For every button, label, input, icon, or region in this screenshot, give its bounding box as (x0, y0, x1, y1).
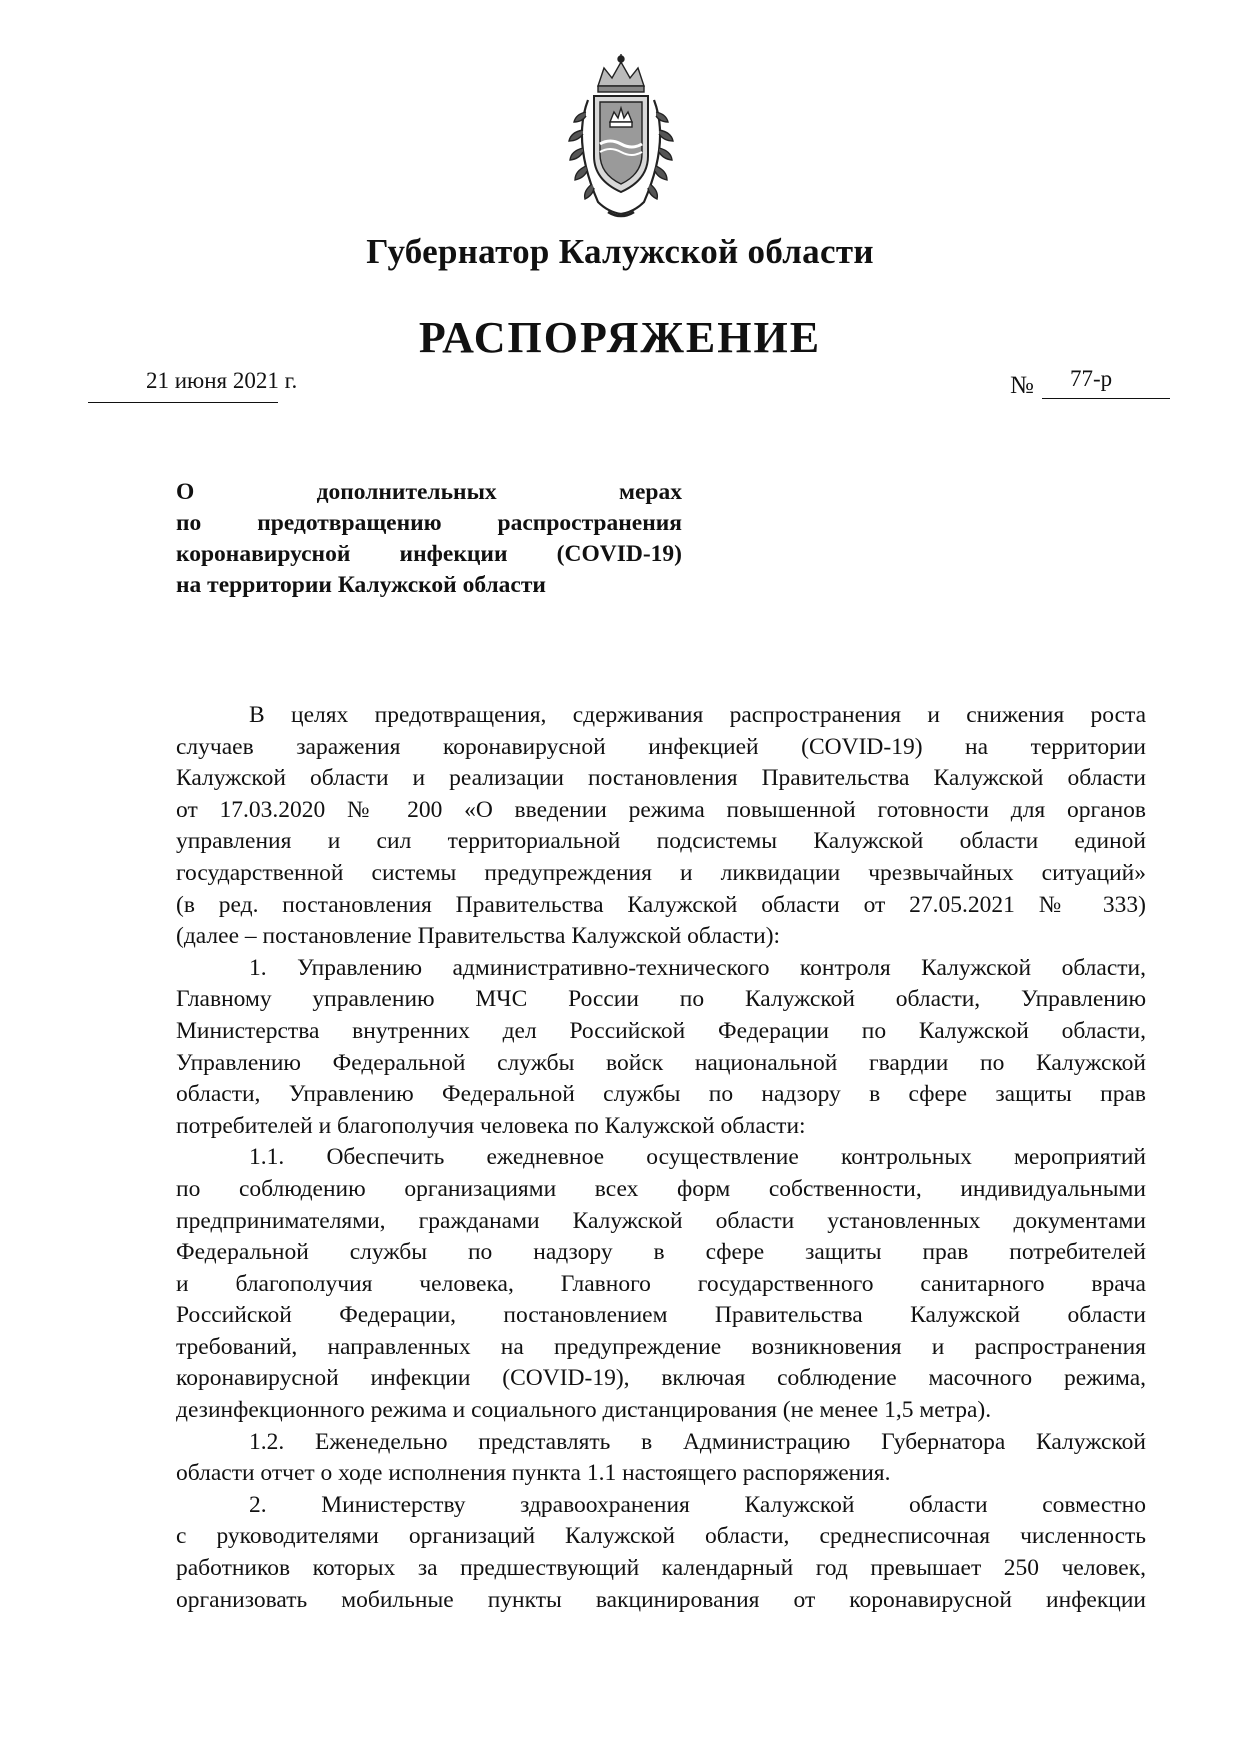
body-line: предпринимателями, гражданами Калужской области установленных документами (176, 1207, 1146, 1234)
document-body (176, 700, 1146, 1616)
date-underline (88, 402, 278, 403)
body-line: Федеральной службы по надзору в сфере защиты прав потребителей (176, 1239, 1146, 1266)
body-line: с руководителями организаций Калужской области, среднесписочная численность (176, 1523, 1146, 1550)
subject-line: О дополнительных мерах (176, 479, 682, 505)
body-line: организовать мобильные пункты вакцинирования от коронавирусной инфекции (176, 1586, 1146, 1613)
subject-line: по предотвращению распространения (176, 510, 682, 536)
body-line: (в ред. постановления Правительства Калужской области от 27.05.2021 № 333) (176, 891, 1146, 918)
number-underline (1042, 398, 1170, 399)
authority-title: Губернатор Калужской области (366, 232, 874, 271)
document-subject (176, 477, 682, 601)
body-line: по соблюдению организациями всех форм собственности, индивидуальными (176, 1175, 1146, 1202)
body-line: государственной системы предупреждения и ликвидации чрезвычайных ситуаций» (176, 859, 1146, 886)
body-line: коронавирусной инфекции (COVID-19), включая соблюдение масочного режима, (176, 1365, 1146, 1392)
body-line: случаев заражения коронавирусной инфекцией (COVID-19) на территории (176, 733, 1146, 760)
document-type: РАСПОРЯЖЕНИЕ (418, 313, 822, 362)
body-line: потребителей и благополучия человека по Калужской области: (176, 1112, 806, 1139)
body-line: Главному управлению МЧС России по Калужской области, Управлению (176, 986, 1146, 1013)
body-line: Российской Федерации, постановлением Правительства Калужской области (176, 1302, 1146, 1329)
body-line: области, Управлению Федеральной службы по надзору в сфере защиты прав (176, 1081, 1146, 1108)
document-date: 21 июня 2021 г. (146, 368, 298, 393)
document-number: 77-р (1070, 366, 1113, 391)
coat-of-arms-icon (548, 52, 694, 222)
subject-line: коронавирусной инфекции (COVID-19) (176, 541, 682, 567)
body-line: Министерства внутренних дел Российской Федерации по Калужской области, (176, 1017, 1146, 1044)
body-line: 1.1. Обеспечить ежедневное осуществление контрольных мероприятий (249, 1144, 1146, 1171)
body-line: управления и сил территориальной подсистемы Калужской области единой (176, 828, 1146, 855)
body-line: 1.2. Еженедельно представлять в Администрацию Губернатора Калужской (249, 1428, 1146, 1455)
body-line: (далее – постановление Правительства Калужской области): (176, 923, 781, 950)
body-line: от 17.03.2020 № 200 «О введении режима повышенной готовности для органов (176, 796, 1146, 823)
body-line: и благополучия человека, Главного государственного санитарного врача (176, 1270, 1146, 1297)
body-line: 2. Министерству здравоохранения Калужской области совместно (249, 1491, 1146, 1518)
body-line: работников которых за предшествующий календарный год превышает 250 человек, (176, 1555, 1146, 1582)
number-label: № (1010, 372, 1034, 399)
body-line: дезинфекционного режима и социального дистанцирования (не менее 1,5 метра). (176, 1397, 992, 1424)
body-line: В целях предотвращения, сдерживания распространения и снижения роста (249, 702, 1146, 728)
body-line: Калужской области и реализации постановления Правительства Калужской области (176, 765, 1146, 792)
body-line: требований, направленных на предупреждение возникновения и распространения (176, 1333, 1146, 1360)
subject-line: на территории Калужской области (176, 572, 546, 598)
body-line: области отчет о ходе исполнения пункта 1.1 настоящего распоряжения. (176, 1460, 891, 1487)
body-line: 1. Управлению административно-технического контроля Калужской области, (249, 954, 1146, 981)
body-line: Управлению Федеральной службы войск национальной гвардии по Калужской (176, 1049, 1146, 1076)
